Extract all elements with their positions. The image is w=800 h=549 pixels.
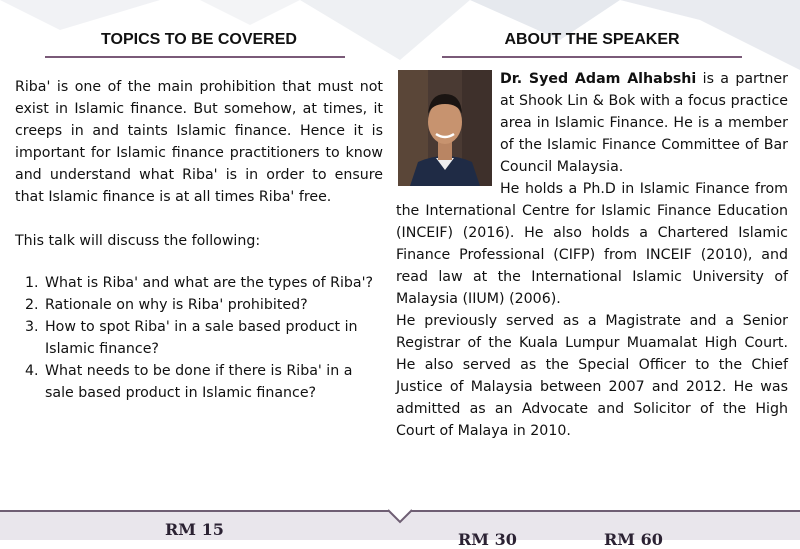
list-item: 2. Rationale on why is Riba' prohibited? <box>43 294 383 316</box>
list-item: 1. What is Riba' and what are the types of Riba'? <box>43 272 383 294</box>
speaker-bio-1-text: is a partner at Shook Lin & Bok with a focus practice area in Islamic Finance. He is a member of the Islamic Finance Committee of Bar Council Malaysia. <box>500 71 788 175</box>
speaker-name: Dr. Syed Adam Alhabshi <box>500 71 697 87</box>
speaker-heading: ABOUT THE SPEAKER <box>504 31 680 48</box>
speaker-section <box>396 28 788 442</box>
price-public: RM 60 <box>604 530 663 549</box>
price-student: RM 15 <box>165 520 224 539</box>
topics-heading: TOPICS TO BE COVERED <box>101 31 297 48</box>
speaker-bio-3: He previously served as a Magistrate and a Senior Registrar of the Kuala Lumpur Muamalat High Court. He also served as the Special Officer to the Chief Justice of Malaysia between 2007 and 2012. He was admitted as an Advocate and Solicitor of the High Court of Malaya in 2010. <box>396 313 788 439</box>
list-item: 3. How to spot Riba' in a sale based product in Islamic finance? <box>43 316 383 360</box>
speaker-bio-2: He holds a Ph.D in Islamic Finance from the International Centre for Islamic Finance Education (INCEIF) (2016). He also holds a Chartered Islamic Finance Professional (CIFP) from INCEIF (2010), and read law at the International Islamic University of Malaysia (IIUM) (2006). <box>396 181 788 307</box>
speaker-heading-underline <box>442 56 742 58</box>
topics-section <box>15 28 383 404</box>
topics-intro: Riba' is one of the main prohibition that must not exist in Islamic finance. But somehow, at times, it creeps in and taints Islamic finance. Hence it is important for Islamic finance practitioners to know and understand what Riba' is in order to ensure that Islamic finance is at all times Riba' free. <box>15 79 383 205</box>
topics-list <box>15 272 383 404</box>
speaker-photo <box>398 70 492 186</box>
list-item: 4. What needs to be done if there is Riba' in a sale based product in Islamic finance? <box>43 360 383 404</box>
price-member: RM 30 <box>458 530 517 549</box>
chevron-down-icon <box>386 508 414 526</box>
talk-intro: This talk will discuss the following: <box>15 233 261 249</box>
topics-heading-underline <box>45 56 345 58</box>
